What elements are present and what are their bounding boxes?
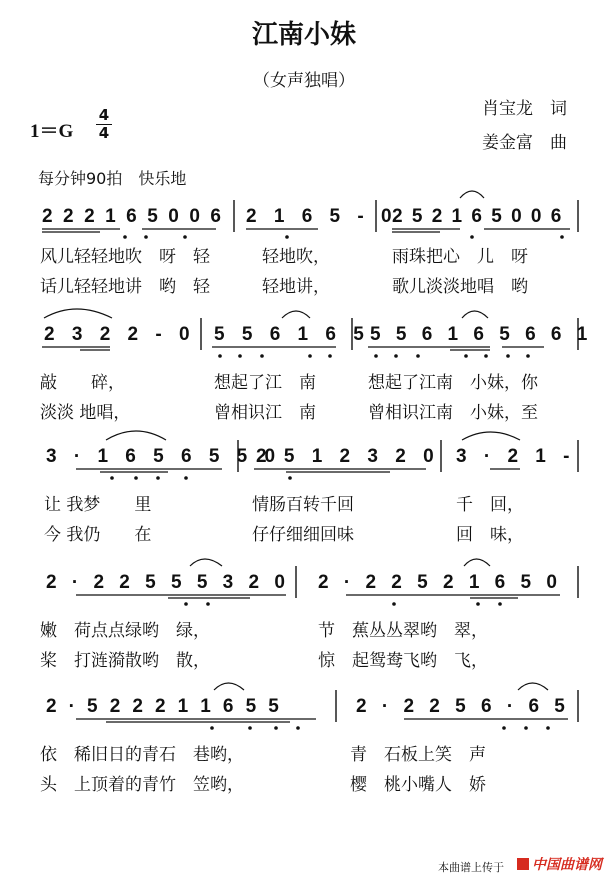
time-signature-top: 4 — [98, 106, 110, 124]
system-5-measure-1-notes: 2 · 5 2 2 2 1 1 6 5 5 — [46, 696, 283, 717]
key-signature: 1＝G — [30, 121, 74, 142]
system-3-measure-1-notes: 3 · 1 6 5 6 5 5 0 — [46, 446, 282, 467]
system-2-measure-2-notes: 5 5 6 1 6 5 — [214, 324, 370, 345]
time-signature-bottom: 4 — [98, 124, 110, 142]
upload-footer: 本曲谱上传于 — [438, 861, 504, 874]
site-logo[interactable] — [517, 854, 602, 874]
logo-mark-icon — [517, 858, 529, 870]
system-3-measure-3-lyric-1: 千 回， — [456, 495, 524, 515]
system-2-measure-3-lyric-1: 想起了江南 小妹，你 — [368, 373, 538, 393]
system-1-measure-3-lyric-2: 歌儿淡淡地唱 哟 — [392, 277, 528, 297]
system-5-measure-1-lyric-2: 头 上顶着的青竹 笠哟， — [40, 775, 244, 795]
system-1-measure-1-lyric-2: 话儿轻轻地讲 哟 轻 — [40, 277, 210, 297]
composer-credit: 姜金富 曲 — [482, 133, 567, 153]
system-2-measure-1-lyric-1: 敲 碎， — [40, 373, 125, 393]
system-2-measure-3-lyric-2: 曾相识江南 小妹，至 — [368, 403, 538, 423]
system-4-measure-2-lyric-2: 惊 起鸳鸯飞哟 飞， — [318, 651, 488, 671]
system-3-measure-2-lyric-2: 仔仔细细回味 — [252, 525, 354, 545]
system-1-measure-1-notes: 2 2 2 1 6 5 0 0 6 — [42, 206, 224, 227]
system-5-measure-2-lyric-2: 樱 桃小嘴人 娇 — [350, 775, 486, 795]
system-3-measure-3-lyric-2: 回 味， — [456, 525, 524, 545]
tempo-marking: 每分钟90拍 快乐地 — [38, 169, 187, 188]
system-4-measure-2-notes: 2 · 2 2 5 2 1 6 5 0 — [318, 572, 562, 593]
system-1-measure-1-lyric-1: 风儿轻轻地吹 呀 轻 — [40, 247, 210, 267]
system-1-measure-2-lyric-2: 轻地讲， — [262, 277, 330, 297]
system-4-measure-2-lyric-1: 节 蕉丛丛翠哟 翠， — [318, 621, 488, 641]
song-title: 江南小妹 — [251, 20, 356, 50]
system-2-measure-1-notes: 2 3 2 2 - 0 — [44, 324, 196, 345]
system-3-measure-1-lyric-2: 今 我仍 在 — [44, 525, 152, 545]
song-subtitle: （女声独唱） — [253, 71, 355, 91]
site-logo-text: 中国曲谱网 — [532, 857, 602, 873]
system-1-measure-2-lyric-1: 轻地吹， — [262, 247, 330, 267]
system-2-measure-2-lyric-1: 想起了江 南 — [214, 373, 316, 393]
system-2-measure-3-notes: 5 5 6 1 6 5 6 6 1 — [370, 324, 593, 345]
system-1-measure-2-notes: 2 1 6 5 - 0 — [246, 206, 398, 227]
system-3-measure-2-notes: 2 5 1 2 3 2 0 — [256, 446, 440, 467]
system-1-measure-3-lyric-1: 雨珠把心 儿 呀 — [392, 247, 528, 267]
system-3-measure-2-lyric-1: 情肠百转千回 — [252, 495, 354, 515]
system-4-measure-1-lyric-1: 嫩 荷点点绿哟 绿， — [40, 621, 210, 641]
system-1-measure-3-notes: 2 5 2 1 6 5 0 0 6 — [392, 206, 564, 227]
system-5-measure-1-lyric-1: 依 稀旧日的青石 巷哟， — [40, 745, 244, 765]
system-4-measure-1-notes: 2 · 2 2 5 5 5 3 2 0 — [46, 572, 290, 593]
system-2-measure-1-lyric-2: 淡淡 地唱， — [40, 403, 131, 423]
system-2-measure-2-lyric-2: 曾相识江 南 — [214, 403, 316, 423]
system-4-measure-1-lyric-2: 桨 打涟漪散哟 散， — [40, 651, 210, 671]
lyricist-credit: 肖宝龙 词 — [482, 99, 567, 119]
system-5-measure-2-lyric-1: 青 石板上笑 声 — [350, 745, 486, 765]
system-3-measure-1-lyric-1: 让 我梦 里 — [44, 495, 152, 515]
system-3-measure-3-notes: 3 · 2 1 - — [456, 446, 576, 467]
system-5-measure-2-notes: 2 · 2 2 5 6 · 6 5 — [356, 696, 570, 717]
